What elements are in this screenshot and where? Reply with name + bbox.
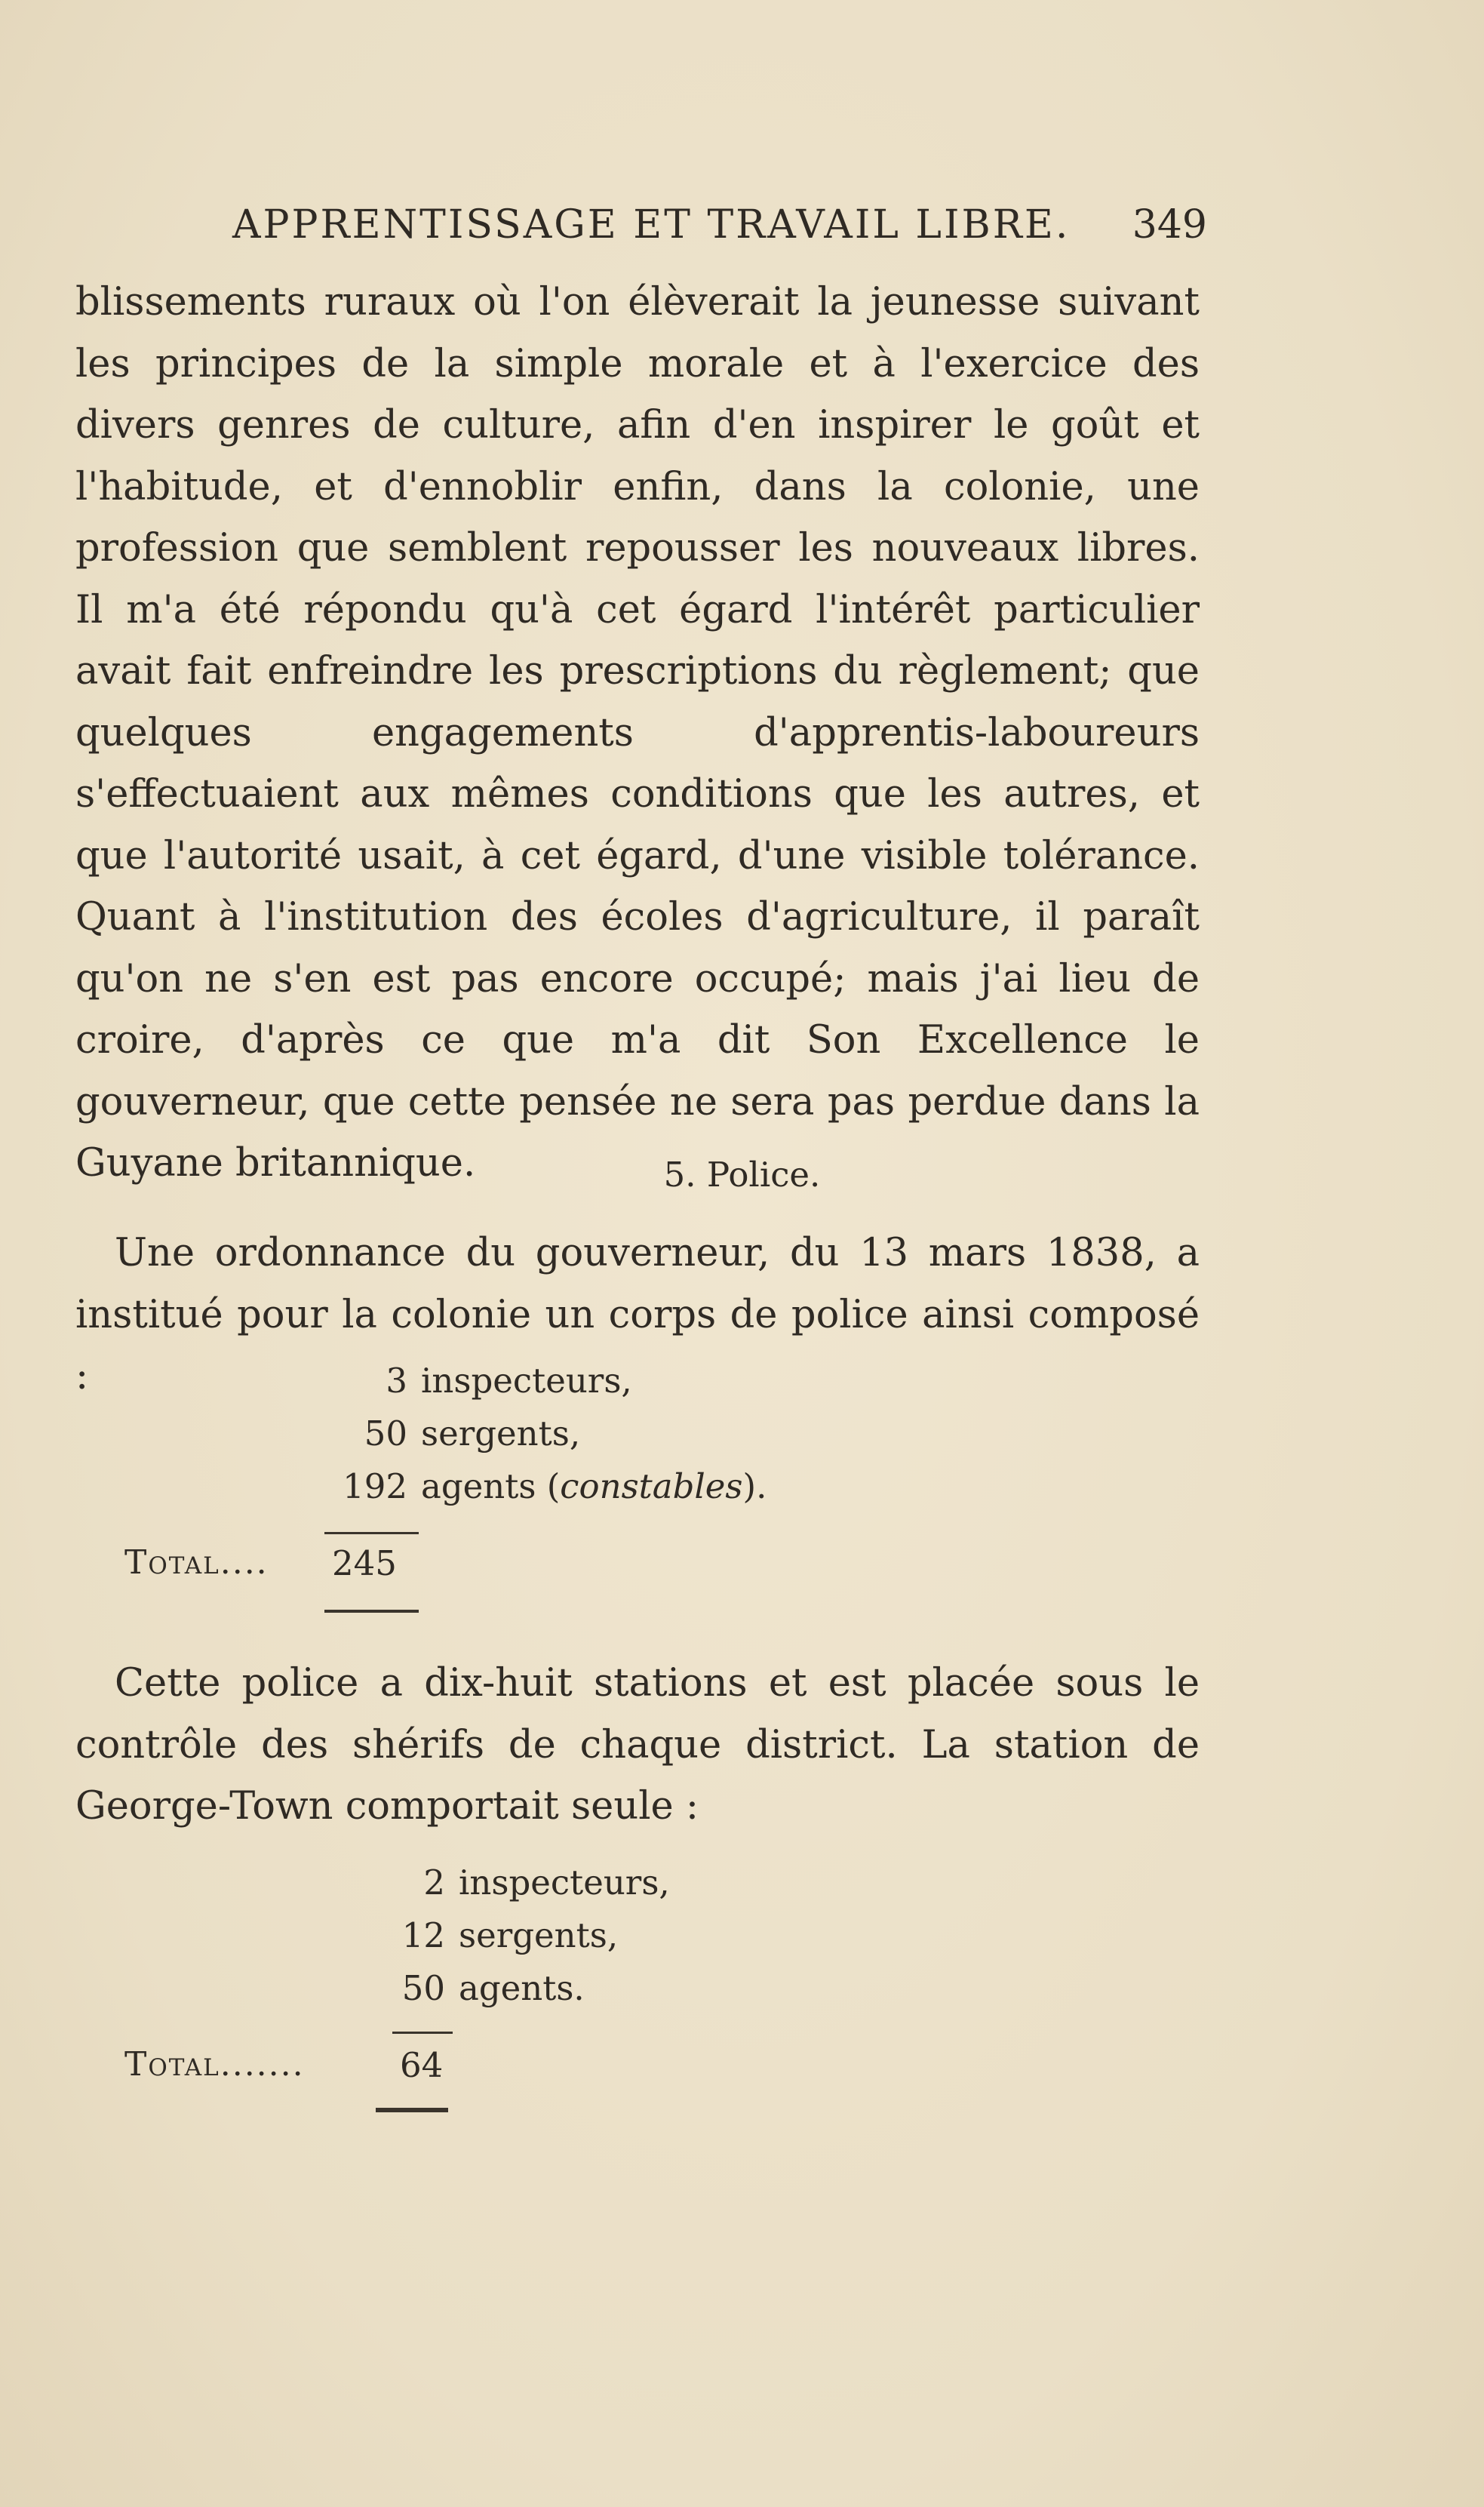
list-item: [347, 1856, 670, 1909]
total-label: Total....: [124, 1543, 269, 1582]
total-value: 245: [332, 1543, 397, 1583]
item-label: inspecteurs,: [459, 1863, 670, 1903]
paragraph-agriculture: blissements ruraux où l'on élèverait la jeunesse suivant les principes de la simple morale et à l'exercice des divers genres de culture, afin d'en inspirer le goût et l'habitude, et d'ennoblir enfin, dans la colonie, une profession que semblent repousser les nouveaux libres. Il m'a été répondu qu'à cet égard l'intérêt particulier avait fait enfreindre les prescriptions du règlement; que quelques engagements d'apprentis-laboureurs s'effectuaient aux mêmes conditions que les autres, et que l'autorité usait, à cet égard, d'une visible tolérance. Quant à l'institution des écoles d'agriculture, il paraît qu'on ne s'en est pas encore occupé; mais j'ai lieu de croire, d'après ce que m'a dit Son Excellence le gouverneur, que cette pensée ne sera pas perdue dans la Guyane britannique.: [75, 280, 1200, 1186]
page-number: 349: [1132, 202, 1207, 248]
item-label: sergents,: [421, 1413, 581, 1453]
item-label: agents (: [421, 1466, 561, 1506]
paragraph-ordinance: Une ordonnance du gouverneur, du 13 mars 1838, a institué pour la colonie un corps de police ainsi composé :: [75, 1231, 1200, 1398]
list-item: [347, 1909, 670, 1962]
section-heading: 5. Police.: [663, 1155, 821, 1195]
item-count: 192: [343, 1466, 407, 1506]
list-item: [347, 1962, 670, 2015]
item-count: 50: [401, 1968, 445, 2008]
running-title: APPRENTISSAGE ET TRAVAIL LIBRE.: [232, 202, 1071, 248]
item-count: 50: [364, 1413, 407, 1453]
georgetown-station-list: [347, 1856, 670, 2015]
item-label: inspecteurs,: [421, 1361, 632, 1401]
police-composition-list: [309, 1355, 767, 1513]
item-label: sergents,: [459, 1915, 619, 1955]
item-label: agents.: [459, 1968, 585, 2008]
total-label: Total.......: [124, 2045, 305, 2084]
list-item: [309, 1460, 767, 1513]
sum-rule: [324, 1532, 419, 1534]
item-count: 3: [386, 1361, 407, 1401]
total-value: 64: [400, 2045, 444, 2085]
item-count: 2: [423, 1863, 445, 1903]
list-item: [309, 1407, 767, 1460]
total-row: [124, 2045, 444, 2085]
item-label-after: ).: [742, 1466, 767, 1506]
divider: [324, 1610, 419, 1613]
sum-rule: [392, 2032, 453, 2034]
list-item: [309, 1355, 767, 1407]
end-rule: [376, 2108, 448, 2112]
page-header: [226, 202, 1207, 263]
paragraph-stations: Cette police a dix-huit stations et est placée sous le contrôle des shérifs de chaque district. La station de George-Town comportait seule :: [75, 1661, 1200, 1829]
item-label-italic: constables: [560, 1466, 743, 1506]
total-row: [124, 1543, 397, 1583]
item-label-group: [421, 1460, 767, 1513]
item-count: 12: [401, 1915, 445, 1955]
